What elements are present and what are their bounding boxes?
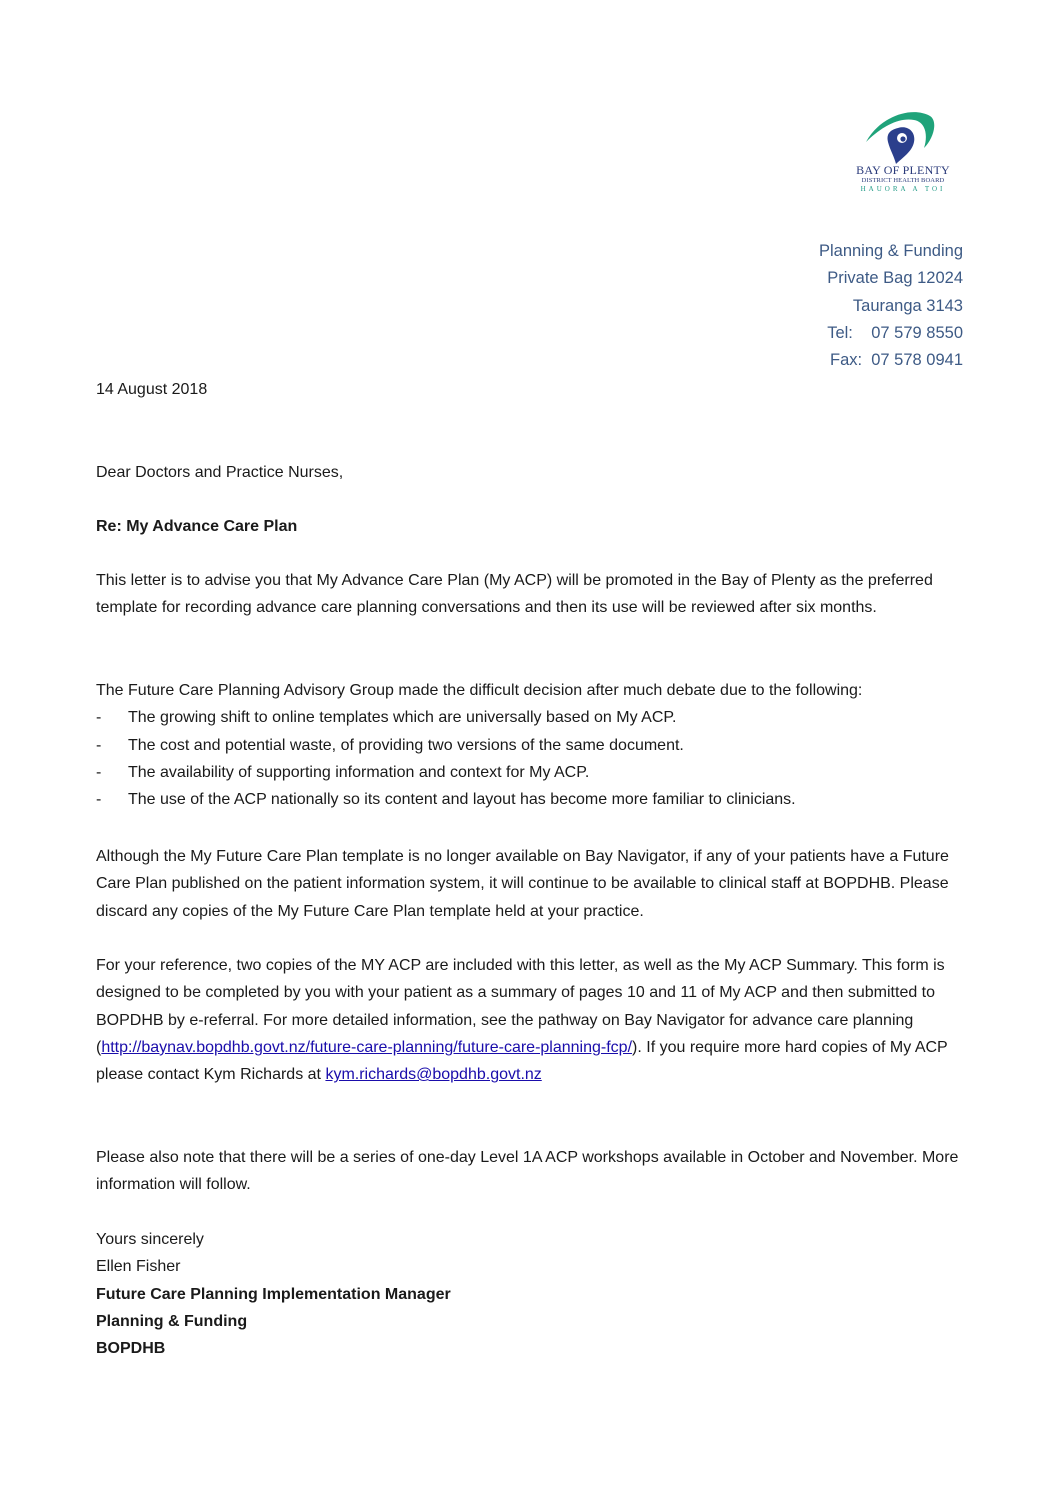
reasons-list: [96, 704, 966, 813]
salutation: Dear Doctors and Practice Nurses,: [96, 464, 344, 481]
reason-text: The availability of supporting information and context for My ACP.: [128, 763, 590, 781]
dash-bullet-icon: -: [96, 791, 102, 809]
address-city: Tauranga 3143: [852, 296, 963, 315]
address-department: Planning & Funding: [818, 242, 963, 260]
dash-bullet-icon: -: [96, 709, 102, 727]
paragraph-reasons: [96, 677, 966, 813]
reference-contact-text: ). If you require more hard copies of My ACP please contact Kym Richards at: [96, 1038, 948, 1084]
signature-block: [96, 1226, 966, 1362]
email-link[interactable]: kym.richards@bopdhb.govt.nz: [325, 1066, 542, 1084]
closing: Yours sincerely: [96, 1231, 204, 1248]
dash-bullet-icon: -: [96, 763, 102, 781]
signatory-org: BOPDHB: [96, 1340, 166, 1358]
list-item: [96, 732, 966, 759]
paragraph-reference: [96, 952, 966, 1088]
reason-text: The growing shift to online templates which are universally based on My ACP.: [128, 709, 677, 727]
dash-bullet-icon: -: [96, 736, 102, 754]
signatory-department: Planning & Funding: [96, 1312, 248, 1330]
letter-date: 14 August 2018: [96, 381, 208, 398]
bopdhb-swoosh-spiral-icon: [862, 108, 942, 164]
reason-text: The use of the ACP nationally so its content and layout has become more familiar to clinicians.: [128, 791, 796, 809]
paragraph-workshops: Please also note that there will be a series of one-day Level 1A ACP workshops available in October and November. More information will follow.: [96, 1149, 959, 1194]
bopdhb-logo: [838, 108, 968, 203]
reason-text: The cost and potential waste, of providing two versions of the same document.: [128, 736, 684, 754]
reasons-intro: The Future Care Planning Advisory Group made the difficult decision after much debate due to the following:: [96, 682, 863, 699]
reference-text: For your reference, two copies of the MY ACP are included with this letter, as well as the My ACP Summary. This form is designed to be completed by you with your patient as a summary of pages 10 and 11 of My ACP and then submitted to BOPDHB by e-referral. For more detailed information, see the pathway on Bay Navigator for advance care planning (: [96, 957, 945, 1056]
subject-line: Re: My Advance Care Plan: [96, 518, 298, 535]
list-item: [96, 704, 966, 731]
address-fax: Fax: 07 578 0941: [829, 351, 963, 370]
address-po-box: Private Bag 12024: [827, 269, 963, 288]
paragraph-intro: This letter is to advise you that My Advance Care Plan (My ACP) will be promoted in the Bay of Plenty as the preferred template for recording advance care planning conversations and then its use will be reviewed after six months.: [96, 572, 933, 617]
sender-address: [819, 238, 963, 374]
signatory-name: Ellen Fisher: [96, 1258, 181, 1276]
logo-maori-name: HAUORA A TOI: [860, 185, 946, 193]
logo-name: BAY OF PLENTY: [856, 163, 950, 177]
signatory-title: Future Care Planning Implementation Manager: [96, 1285, 451, 1303]
baynav-pathway-link[interactable]: http://baynav.bopdhb.govt.nz/future-care-planning/future-care-planning-fcp/: [101, 1038, 633, 1056]
list-item: [96, 786, 966, 813]
paragraph-future-care-plan: Although the My Future Care Plan template is no longer available on Bay Navigator, if any of your patients have a Future Care Plan published on the patient information system, it will continue to be available to clinical staff at BOPDHB. Please discard any copies of the My Future Care Plan template held at your practice.: [96, 848, 949, 920]
logo-subtitle: DISTRICT HEALTH BOARD: [861, 177, 945, 184]
address-tel: Tel: 07 579 8550: [827, 323, 963, 342]
list-item: [96, 759, 966, 786]
